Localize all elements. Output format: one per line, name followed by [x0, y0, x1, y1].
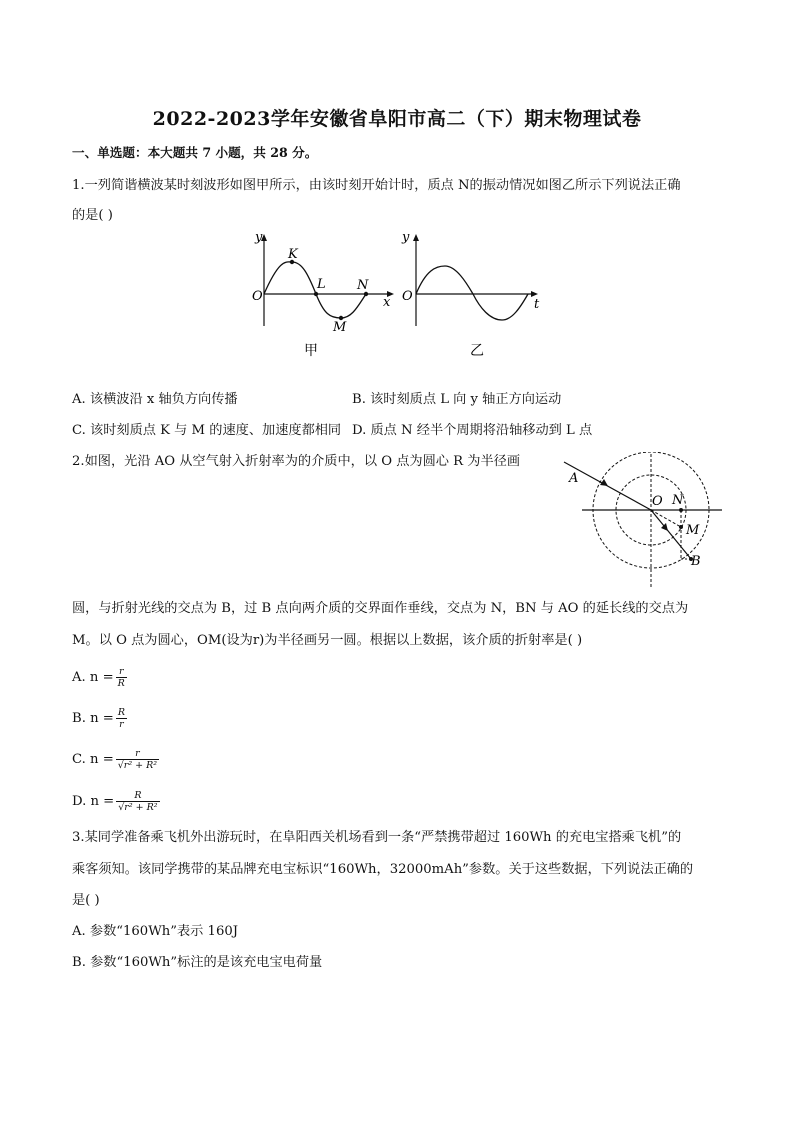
- q1-option-d: D. 质点 N 经半个周期将沿轴移动到 L 点: [352, 423, 593, 438]
- q2-option-a: A. n = $\frac{r}{R}$: [72, 666, 125, 689]
- q2-stem-line3: M。以 O 点为圆心，OM(设为r)为半径画另一圆。根据以上数据，该介质的折射率是( ): [72, 633, 583, 648]
- svg-text:t: t: [534, 297, 540, 312]
- q1-figure: [240, 228, 550, 368]
- point-l: [314, 292, 318, 296]
- caption-jia: 甲: [304, 343, 318, 359]
- q2-option-c: C. n = $\frac{r}{\text{√r² + R²}}$: [72, 748, 158, 771]
- q2-figure: [560, 452, 730, 592]
- q3-option-b: B. 参数“160Wh”标注的是该充电宝电荷量: [72, 955, 323, 970]
- svg-text:N: N: [357, 278, 369, 293]
- svg-text:y: y: [255, 230, 263, 245]
- figure-yi: [401, 230, 540, 359]
- q3-stem-line2: 乘客须知。该同学携带的某品牌充电宝标识“160Wh，32000mAh”参数。关于这些数据，下列说法正确的: [72, 862, 694, 877]
- figure-jia: [252, 230, 394, 359]
- q2-stem-line1: 2.如图，光沿 AO 从空气射入折射率为的介质中，以 O 点为圆心 R 为半径画: [72, 454, 521, 469]
- svg-text:O: O: [402, 289, 413, 304]
- svg-text:K: K: [288, 247, 298, 262]
- q1-stem-line2: 的是( ): [72, 208, 113, 223]
- q2-option-b: B. n = $\frac{R}{r}$: [72, 707, 125, 730]
- svg-text:N: N: [672, 493, 684, 508]
- q3-option-a: A. 参数“160Wh”表示 160J: [72, 924, 239, 939]
- q1-option-b: B. 该时刻质点 L 向 y 轴正方向运动: [352, 392, 562, 407]
- q1-option-a: A. 该横波沿 x 轴负方向传播: [72, 392, 238, 407]
- q2-stem-line2: 圆，与折射光线的交点为 B，过 B 点向两介质的交界面作垂线，交点为 N，BN 与 AO 的延长线的交点为: [72, 601, 689, 616]
- q1-stem-line1: 1.一列简谐横波某时刻波形如图甲所示，由该时刻开始计时，质点 N的振动情况如图乙所示下列说法正确: [72, 178, 681, 193]
- q2-option-d: D. n = $\frac{R}{\text{√r² + R²}}$: [72, 790, 158, 813]
- page-title: 2022-2023学年安徽省阜阳市高二（下）期末物理试卷: [152, 108, 642, 130]
- q3-stem-line1: 3.某同学准备乘飞机外出游玩时，在阜阳西关机场看到一条“严禁携带超过 160Wh 的充电宝搭乘飞机”的: [72, 830, 682, 845]
- q3-stem-line3: 是( ): [72, 893, 100, 908]
- svg-text:x: x: [383, 295, 391, 310]
- svg-text:M: M: [333, 320, 347, 335]
- svg-text:O: O: [652, 494, 663, 509]
- svg-text:M: M: [686, 523, 700, 538]
- svg-text:y: y: [402, 230, 410, 245]
- caption-yi: 乙: [470, 343, 484, 359]
- svg-text:A: A: [569, 471, 579, 486]
- svg-text:B: B: [691, 554, 701, 569]
- svg-text:L: L: [317, 277, 326, 292]
- incident-ray: [564, 462, 651, 510]
- q1-option-c: C. 该时刻质点 K 与 M 的速度、加速度都相同: [72, 423, 342, 438]
- svg-text:O: O: [252, 289, 263, 304]
- section-heading: 一、单选题：本大题共 7 小题，共 28 分。: [72, 145, 318, 160]
